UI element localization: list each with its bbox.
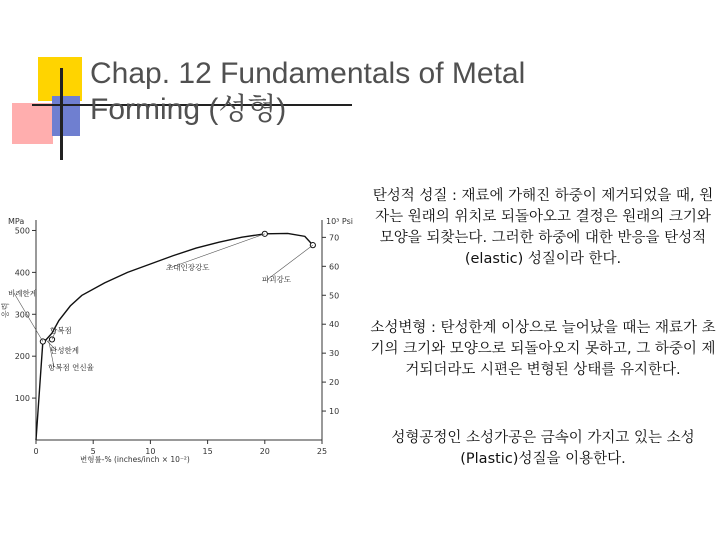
y2-tick-label: 30 <box>329 349 340 359</box>
annotation-layer <box>8 234 313 372</box>
x-tick-label: 20 <box>259 447 270 456</box>
decor-line-vertical <box>60 68 63 160</box>
x-tick-label: 15 <box>202 447 213 456</box>
annotation-label: 파괴강도 <box>262 275 291 284</box>
y-axis-unit-right: 10³ Psi <box>326 217 354 226</box>
annotation-leader <box>268 245 313 279</box>
decor-square-red <box>12 103 53 144</box>
slide-title <box>90 56 690 128</box>
x-tick-label: 0 <box>33 447 39 456</box>
stress-strain-chart <box>0 200 370 480</box>
y2-tick-label: 20 <box>329 378 340 388</box>
slide-title-line1: Chap. 12 Fundamentals of Metal <box>90 57 526 90</box>
y-tick-label: 400 <box>14 268 30 278</box>
paragraph-elastic: 탄성적 성질 : 재료에 가해진 하중이 제거되었을 때, 원자는 원래의 위치로 되돌아오고 결정은 원래의 크기와 모양을 되찾는다. 그러한 하중에 대한 반응을 탄성적(elastic) 성질이라 한다. <box>372 188 714 267</box>
annotation-label: 탄성한계 <box>50 346 79 355</box>
y2-tick-label: 70 <box>329 233 340 243</box>
paragraph-plastic-forming: 성형공정인 소성가공은 금속이 가지고 있는 소성(Plastic)성질을 이용한다. <box>391 430 695 467</box>
x-tick-label: 10 <box>145 447 156 456</box>
y2-tick-label: 50 <box>329 291 340 301</box>
points-layer <box>40 231 315 344</box>
x-tick-label: 25 <box>316 447 328 456</box>
y-tick-label: 500 <box>14 226 30 236</box>
y2-tick-label: 60 <box>329 262 340 272</box>
x-tick-label: 5 <box>90 447 96 456</box>
data-point <box>310 243 315 248</box>
y-tick-label: 100 <box>14 394 30 404</box>
annotation-label: 항복점 연신율 <box>48 363 94 372</box>
paragraph-plastic-deformation: 소성변형 : 탄성한계 이상으로 늘어났을 때는 재료가 초기의 크기와 모양으로 되돌아오지 못하고, 그 하중이 제거되더라도 시편은 변형된 상태를 유지한다. <box>370 320 716 378</box>
y-axis-unit-left: MPa <box>8 217 25 226</box>
slide-title-line2: Forming (성형) <box>90 93 287 126</box>
annotation-label: 비례한계 <box>8 289 37 298</box>
y2-tick-label: 10 <box>329 407 340 417</box>
y-axis-label: 응력 <box>1 302 10 318</box>
x-axis-label: 변형률-% (inches/inch × 10⁻²) <box>80 455 190 464</box>
y-tick-label: 200 <box>14 352 30 362</box>
decor-square-blue <box>52 96 80 136</box>
ticks-layer <box>15 226 339 456</box>
annotation-label: 항복점 <box>50 326 72 335</box>
annotation-label: 초대인장강도 <box>166 263 210 272</box>
y-tick-label: 300 <box>14 310 30 320</box>
y2-tick-label: 40 <box>329 320 340 330</box>
